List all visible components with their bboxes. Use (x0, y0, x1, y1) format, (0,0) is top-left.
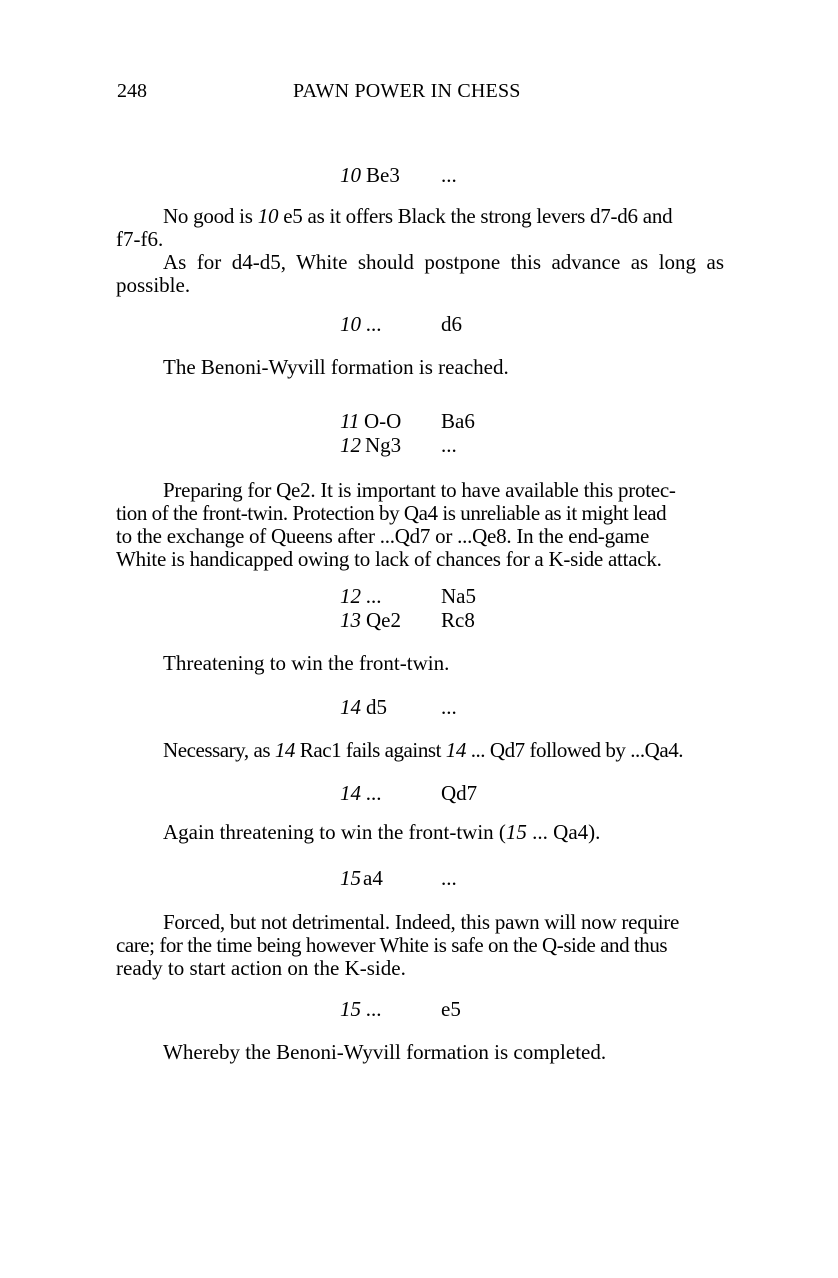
paragraph-preparing-qe2 (116, 479, 724, 571)
text-line: f7-f6. (116, 227, 164, 251)
black-move: Na5 (441, 584, 476, 608)
text-line: tion of the front-twin. Protection by Qa4 is unreliable as it might lead (116, 501, 667, 525)
move-number: 15 (340, 866, 361, 890)
paragraph-d4-d5 (116, 251, 724, 297)
move-reference: 14 (445, 738, 466, 762)
text-run: Rac1 fails against (294, 738, 446, 762)
move-reference: 14 (274, 738, 295, 762)
text-line: As for d4-d5, White should postpone this advance as long as (163, 250, 724, 274)
black-move: ... (441, 163, 457, 187)
white-move: Ng3 (365, 433, 402, 457)
text-line: care; for the time being however White is safe on the Q-side and thus (116, 933, 668, 957)
move-number: 12 (340, 433, 361, 457)
move-14-white (0, 695, 838, 723)
white-move: d5 (366, 695, 387, 719)
black-move: Qd7 (441, 781, 478, 805)
text-line: The Benoni-Wyvill formation is reached. (163, 355, 509, 379)
white-move: a4 (363, 866, 383, 890)
text-line: Whereby the Benoni-Wyvill formation is completed. (163, 1040, 607, 1064)
text-line: ready to start action on the K-side. (116, 956, 406, 980)
paragraph-no-good (116, 205, 724, 251)
text-line: to the exchange of Queens after ...Qd7 or ...Qe8. In the end-game (116, 524, 650, 548)
move-number: 15 ... (340, 997, 382, 1021)
black-move: ... (441, 695, 457, 719)
text-run: ... Qa4). (526, 820, 601, 844)
move-number: 14 (340, 695, 361, 719)
black-move: Rc8 (441, 608, 475, 632)
page-number: 248 (117, 80, 147, 102)
move-14-black (0, 781, 838, 809)
text-line: Forced, but not detrimental. Indeed, this pawn will now require (163, 910, 680, 934)
move-reference: 15 (505, 820, 527, 844)
move-15-black (0, 997, 838, 1025)
move-number: 10 ... (340, 312, 382, 336)
move-number: 13 (340, 608, 361, 632)
move-number: 10 (340, 163, 361, 187)
white-move: Qe2 (366, 608, 401, 632)
black-move: ... (441, 866, 457, 890)
page-header (117, 80, 717, 106)
move-10-white (0, 163, 838, 191)
paragraph-whereby (116, 1041, 724, 1064)
paragraph-necessary (116, 739, 724, 762)
black-move: ... (441, 433, 457, 457)
move-10-black (0, 312, 838, 340)
black-move: Ba6 (441, 409, 475, 433)
move-number: 12 ... (340, 584, 382, 608)
white-move: Be3 (366, 163, 400, 187)
paragraph-threatening (116, 652, 724, 675)
text-run: e5 as it offers Black the strong levers d7-d6 and (278, 204, 673, 228)
move-15-white (0, 866, 838, 894)
text-line: White is handicapped owing to lack of chances for a K-side attack. (116, 547, 662, 571)
move-number: 11 (340, 409, 360, 433)
text-run: Necessary, as (163, 738, 275, 762)
text-run: Again threatening to win the front-twin ( (163, 820, 506, 844)
move-12-white (0, 433, 838, 461)
text-line: Threatening to win the front-twin. (163, 651, 450, 675)
paragraph-forced (116, 911, 724, 980)
text-line (116, 821, 724, 844)
paragraph-again-threatening (116, 821, 724, 844)
text-run: ... Qd7 followed by ...Qa4. (465, 738, 684, 762)
black-move: d6 (441, 312, 462, 336)
text-line: Preparing for Qe2. It is important to have available this protec- (163, 478, 676, 502)
paragraph-benoni-reached (116, 356, 724, 379)
text-run: No good is (163, 204, 258, 228)
move-reference: 10 (257, 204, 279, 228)
black-move: e5 (441, 997, 461, 1021)
text-line (116, 739, 724, 762)
running-title: PAWN POWER IN CHESS (293, 80, 521, 102)
text-line: possible. (116, 273, 191, 297)
white-move: O-O (364, 409, 402, 433)
move-13 (0, 608, 838, 636)
move-number: 14 ... (340, 781, 382, 805)
text-line (116, 205, 724, 228)
